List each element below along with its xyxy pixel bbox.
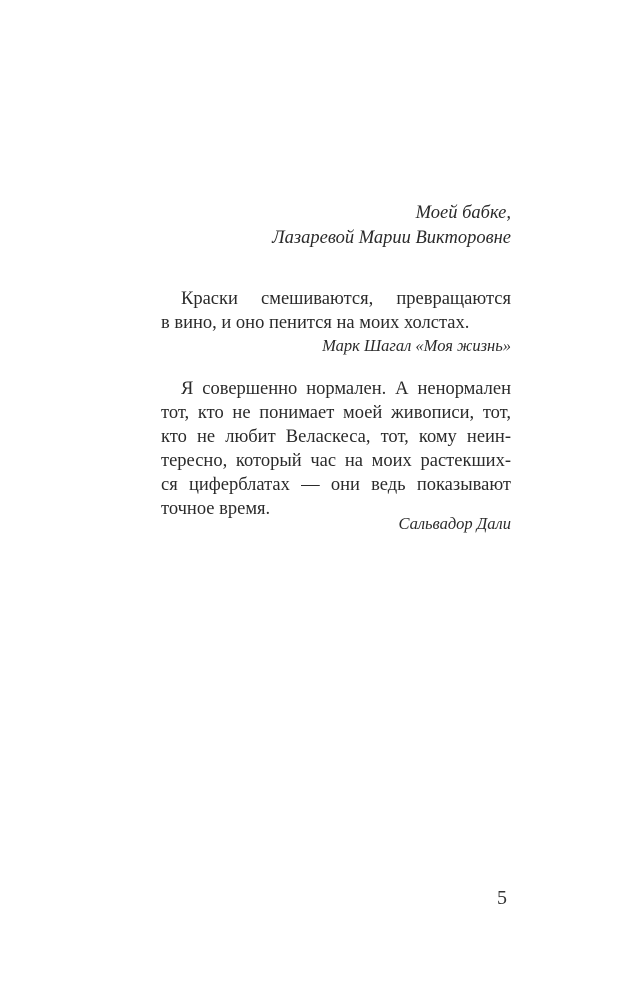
epigraph-chagall [161,287,511,357]
epigraph-line: тот, кто не понимает моей живописи, тот, [161,403,511,423]
epigraph-attribution: Марк Шагал «Моя жизнь» [322,336,511,355]
page-number: 5 [497,887,507,909]
epigraph-line: Краски смешиваются, превращаются [181,289,511,309]
epigraph-line: в вино, и оно пенится на моих холстах. [161,313,470,333]
epigraph-line: точное время. [161,499,271,519]
dedication-line: Лазаревой Марии Викторовне [272,228,511,248]
epigraph-line: кто не любит Веласкеса, тот, кому неин- [161,427,511,447]
epigraph-attribution: Сальвадор Дали [398,514,511,533]
epigraph-line: Я совершенно нормален. А ненормален [181,379,511,399]
dedication [160,201,511,251]
epigraph-line: тересно, который час на моих растекших- [161,451,511,471]
epigraph-dali [161,377,511,535]
epigraph-line: ся циферблатах — они ведь показывают [161,475,511,495]
dedication-line: Моей бабке, [415,203,511,223]
